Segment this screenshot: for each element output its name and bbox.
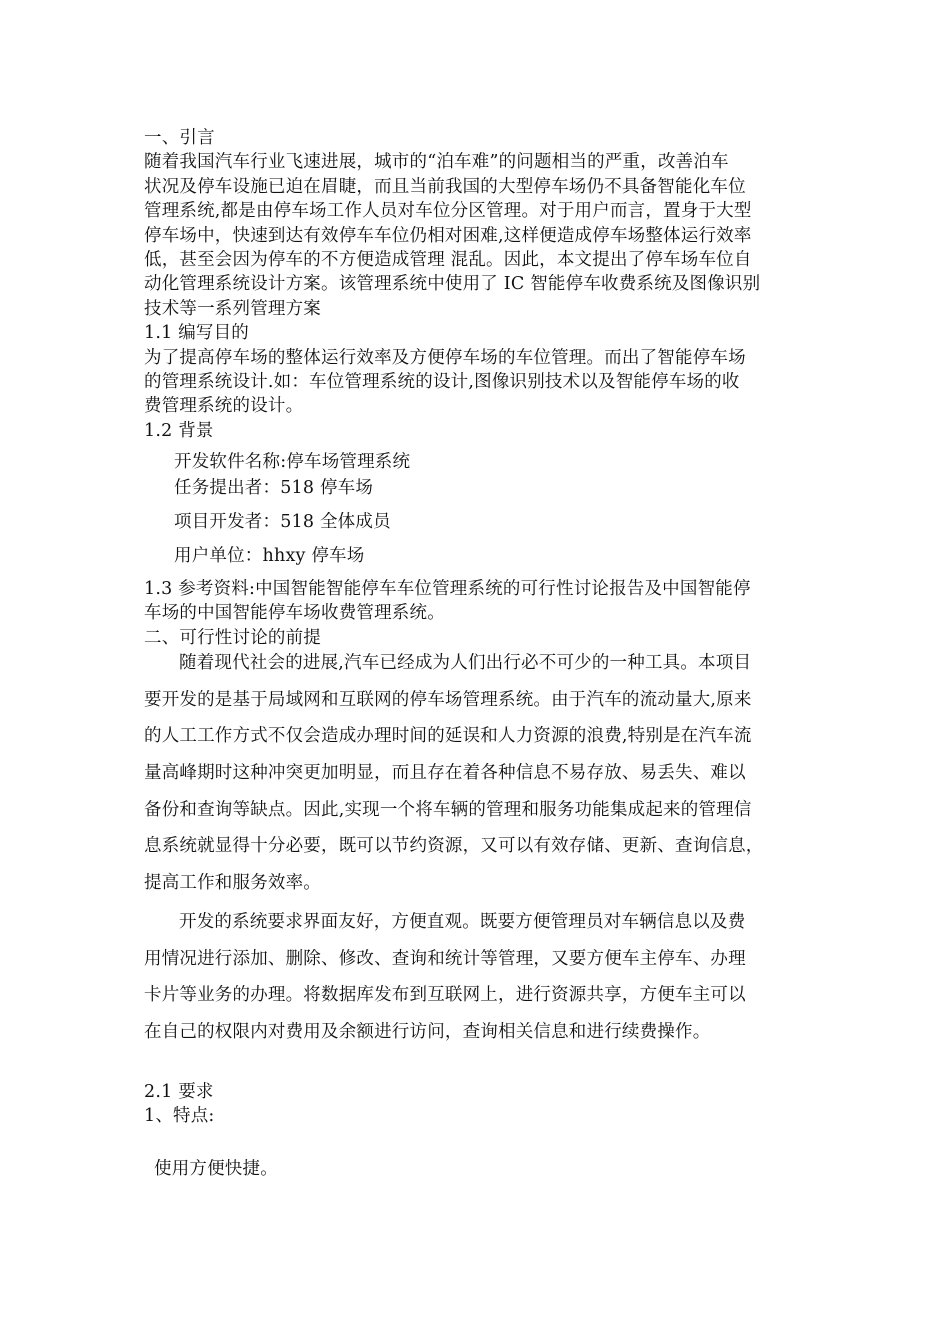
section-heading-requirements: 2.1 要求	[144, 1082, 214, 1102]
intro-line: 随着我国汽车行业飞速进展，城市的“泊车难”的问题相当的严重，改善泊车	[144, 152, 729, 173]
intro-line: 技术等一系列管理方案	[144, 298, 321, 319]
intro-line: 低，甚至会因为停车的不方便造成管理 混乱。因此，本文提出了停车场车位自	[144, 249, 752, 270]
section-heading-feasibility: 二、可行性讨论的前提	[144, 627, 321, 648]
features-item-text: 使用方便快捷。	[154, 1159, 278, 1179]
feasibility-line: 息系统就显得十分必要，既可以节约资源，又可以有效存储、更新、查询信息，	[144, 836, 764, 857]
features-item	[144, 1155, 816, 1180]
background-user	[144, 542, 816, 567]
section-heading-background: 1.2 背景	[144, 420, 214, 441]
feasibility-line: 的人工工作方式不仅会造成办理时间的延误和人力资源的浪费,特别是在汽车流	[144, 726, 752, 747]
intro-line: 状况及停车设施已迫在眉睫，而且当前我国的大型停车场仍不具备智能化车位	[144, 176, 746, 197]
feasibility-line: 要开发的是基于局域网和互联网的停车场管理系统。由于汽车的流动量大,原来	[144, 689, 752, 710]
requirements-section	[144, 1080, 816, 1128]
intro-line: 管理系统,都是由停车场工作人员对车位分区管理。对于用户而言，置身于大型	[144, 201, 752, 222]
section-heading-intro: 一、引言	[144, 128, 215, 148]
feasibility-line: 开发的系统要求界面友好，方便直观。既要方便管理员对车辆信息以及费	[179, 912, 746, 932]
features-heading: 1、特点:	[144, 1106, 215, 1126]
background-user-text: 用户单位：hhxy 停车场	[174, 546, 365, 566]
background-developer-text: 项目开发者：518 全体成员	[174, 512, 391, 532]
purpose-line: 的管理系统设计.如：车位管理系统的设计,图像识别技术以及智能停车场的收	[144, 371, 740, 392]
references-line: 1.3 参考资料:中国智能智能停车车位管理系统的可行性讨论报告及中国智能停	[144, 579, 751, 599]
feasibility-line: 提高工作和服务效率。	[144, 873, 321, 894]
feasibility-line: 量高峰期时这种冲突更加明显，而且存在着各种信息不易存放、易丢失、难以	[144, 763, 746, 784]
intro-line: 停车场中，快速到达有效停车车位仍相对困难,这样便造成停车场整体运行效率	[144, 225, 752, 246]
feasibility-line: 在自己的权限内对费用及余额进行访问，查询相关信息和进行续费操作。	[144, 1022, 711, 1043]
feasibility-line: 备份和查询等缺点。因此,实现一个将车辆的管理和服务功能集成起来的管理信	[144, 799, 752, 820]
intro-section	[144, 126, 816, 443]
section-heading-purpose: 1.1 编写目的	[144, 323, 249, 344]
feasibility-paragraph-1	[144, 645, 816, 902]
background-software	[144, 448, 816, 473]
feasibility-line: 随着现代社会的进展,汽车已经成为人们出行必不可少的一种工具。本项目	[179, 653, 752, 673]
purpose-line: 为了提高停车场的整体运行效率及方便停车场的车位管理。而出了智能停车场	[144, 347, 746, 368]
feasibility-paragraph-2	[144, 904, 816, 1051]
purpose-line: 费管理系统的设计。	[144, 396, 304, 417]
references-line: 车场的中国智能停车场收费管理系统。	[144, 603, 445, 624]
intro-line: 动化管理系统设计方案。该管理系统中使用了 IC 智能停车收费系统及图像识别	[144, 274, 761, 295]
background-proposer-text: 任务提出者：518 停车场	[174, 478, 374, 498]
background-developer	[144, 508, 816, 533]
feasibility-line: 卡片等业务的办理。将数据库发布到互联网上，进行资源共享，方便车主可以	[144, 985, 746, 1006]
references-section	[144, 577, 816, 650]
background-software-text: 开发软件名称:停车场管理系统	[174, 452, 411, 472]
feasibility-line: 用情况进行添加、删除、修改、查询和统计等管理，又要方便车主停车、办理	[144, 948, 746, 969]
background-proposer	[144, 474, 816, 499]
